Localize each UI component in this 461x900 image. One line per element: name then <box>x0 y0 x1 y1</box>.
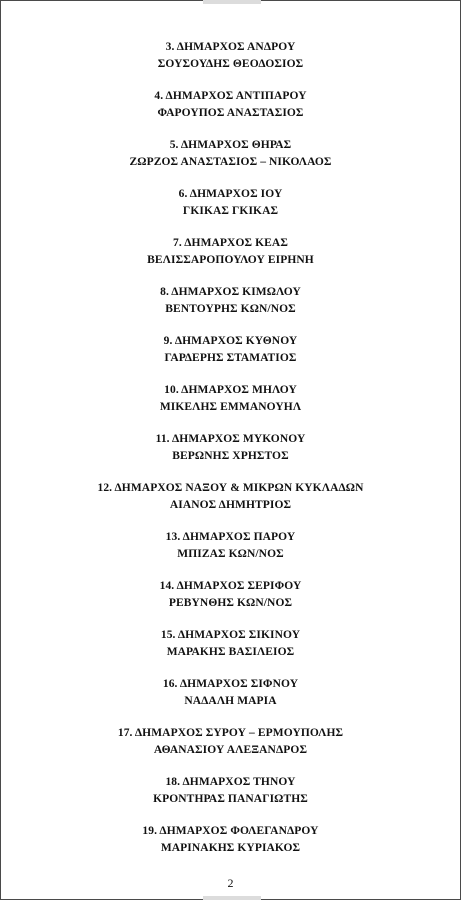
entry-name: ΑΙΑΝΟΣ ΔΗΜΗΤΡΙΟΣ <box>169 499 292 511</box>
entry-title: 3. ΔΗΜΑΡΧΟΣ ΑΝΔΡΟΥ <box>165 41 296 53</box>
mayor-entry <box>40 480 421 514</box>
mayor-entry <box>40 676 421 710</box>
entry-title: 7. ΔΗΜΑΡΧΟΣ ΚΕΑΣ <box>173 237 288 249</box>
entry-title: 17. ΔΗΜΑΡΧΟΣ ΣΥΡΟΥ – ΕΡΜΟΥΠΟΛΗΣ <box>117 727 344 739</box>
entry-name: ΚΡΟΝΤΗΡΑΣ ΠΑΝΑΓΙΩΤΗΣ <box>153 793 308 805</box>
entry-name: ΜΑΡΙΝΑΚΗΣ ΚΥΡΙΑΚΟΣ <box>160 842 301 854</box>
entry-name: ΒΕΡΩΝΗΣ ΧΡΗΣΤΟΣ <box>172 450 289 462</box>
entry-name: ΜΠΙΖΑΣ ΚΩΝ/ΝΟΣ <box>177 548 284 560</box>
mayor-entry <box>40 725 421 759</box>
mayor-entry <box>40 333 421 367</box>
mayor-entry <box>40 627 421 661</box>
mayor-entry <box>40 823 421 857</box>
entry-name: ΡΕΒΥΝΘΗΣ ΚΩΝ/ΝΟΣ <box>168 597 293 609</box>
entry-title: 8. ΔΗΜΑΡΧΟΣ ΚΙΜΩΛΟΥ <box>160 286 301 298</box>
mayor-entry <box>40 774 421 808</box>
mayor-entry <box>40 235 421 269</box>
mayor-entry <box>40 186 421 220</box>
entry-title: 9. ΔΗΜΑΡΧΟΣ ΚΥΘΝΟΥ <box>163 335 298 347</box>
entry-name: ΓΚΙΚΑΣ ΓΚΙΚΑΣ <box>182 205 279 217</box>
entry-title: 6. ΔΗΜΑΡΧΟΣ ΙΟΥ <box>178 188 283 200</box>
mayor-entry <box>40 137 421 171</box>
mayor-entry <box>40 88 421 122</box>
entry-title: 11. ΔΗΜΑΡΧΟΣ ΜΥΚΟΝΟΥ <box>155 433 306 445</box>
entry-name: ΒΕΝΤΟΥΡΗΣ ΚΩΝ/ΝΟΣ <box>165 303 296 315</box>
entry-title: 14. ΔΗΜΑΡΧΟΣ ΣΕΡΙΦΟΥ <box>159 580 302 592</box>
entry-name: ΜΑΡΑΚΗΣ ΒΑΣΙΛΕΙΟΣ <box>166 646 295 658</box>
entry-name: ΖΩΡΖΟΣ ΑΝΑΣΤΑΣΙΟΣ – ΝΙΚΟΛΑΟΣ <box>129 156 332 168</box>
entry-name: ΣΟΥΣΟΥΔΗΣ ΘΕΟΔΟΣΙΟΣ <box>157 58 304 70</box>
entry-title: 18. ΔΗΜΑΡΧΟΣ ΤΗΝΟΥ <box>165 776 296 788</box>
entry-title: 12. ΔΗΜΑΡΧΟΣ ΝΑΞΟΥ & ΜΙΚΡΩΝ ΚΥΚΛΑΔΩΝ <box>97 482 364 494</box>
entry-name: ΝΑΔΑΛΗ ΜΑΡΙΑ <box>184 695 277 707</box>
mayor-entry <box>40 382 421 416</box>
entry-name: ΓΑΡΔΕΡΗΣ ΣΤΑΜΑΤΙΟΣ <box>164 352 297 364</box>
mayor-entry <box>40 431 421 465</box>
entry-name: ΦΑΡΟΥΠΟΣ ΑΝΑΣΤΑΣΙΟΣ <box>157 107 304 119</box>
entry-name: ΑΘΑΝΑΣΙΟΥ ΑΛΕΞΑΝΔΡΟΣ <box>153 744 308 756</box>
mayor-entry <box>40 529 421 563</box>
entry-name: ΒΕΛΙΣΣΑΡΟΠΟΥΛΟΥ ΕΙΡΗΝΗ <box>147 254 314 266</box>
mayor-entry <box>40 39 421 73</box>
entry-title: 4. ΔΗΜΑΡΧΟΣ ΑΝΤΙΠΑΡΟΥ <box>154 90 307 102</box>
mayor-entry <box>40 284 421 318</box>
entry-title: 13. ΔΗΜΑΡΧΟΣ ΠΑΡΟΥ <box>165 531 296 543</box>
entry-title: 15. ΔΗΜΑΡΧΟΣ ΣΙΚΙΝΟΥ <box>160 629 301 641</box>
page-number: 2 <box>227 876 234 890</box>
entry-title: 10. ΔΗΜΑΡΧΟΣ ΜΗΛΟΥ <box>164 384 297 396</box>
entry-title: 16. ΔΗΜΑΡΧΟΣ ΣΙΦΝΟΥ <box>162 678 299 690</box>
mayor-entry <box>40 578 421 612</box>
entry-title: 5. ΔΗΜΑΡΧΟΣ ΘΗΡΑΣ <box>169 139 292 151</box>
entry-name: ΜΙΚΕΛΗΣ ΕΜΜΑΝΟΥΗΛ <box>159 401 302 413</box>
entry-title: 19. ΔΗΜΑΡΧΟΣ ΦΟΛΕΓΑΝΔΡΟΥ <box>142 825 319 837</box>
